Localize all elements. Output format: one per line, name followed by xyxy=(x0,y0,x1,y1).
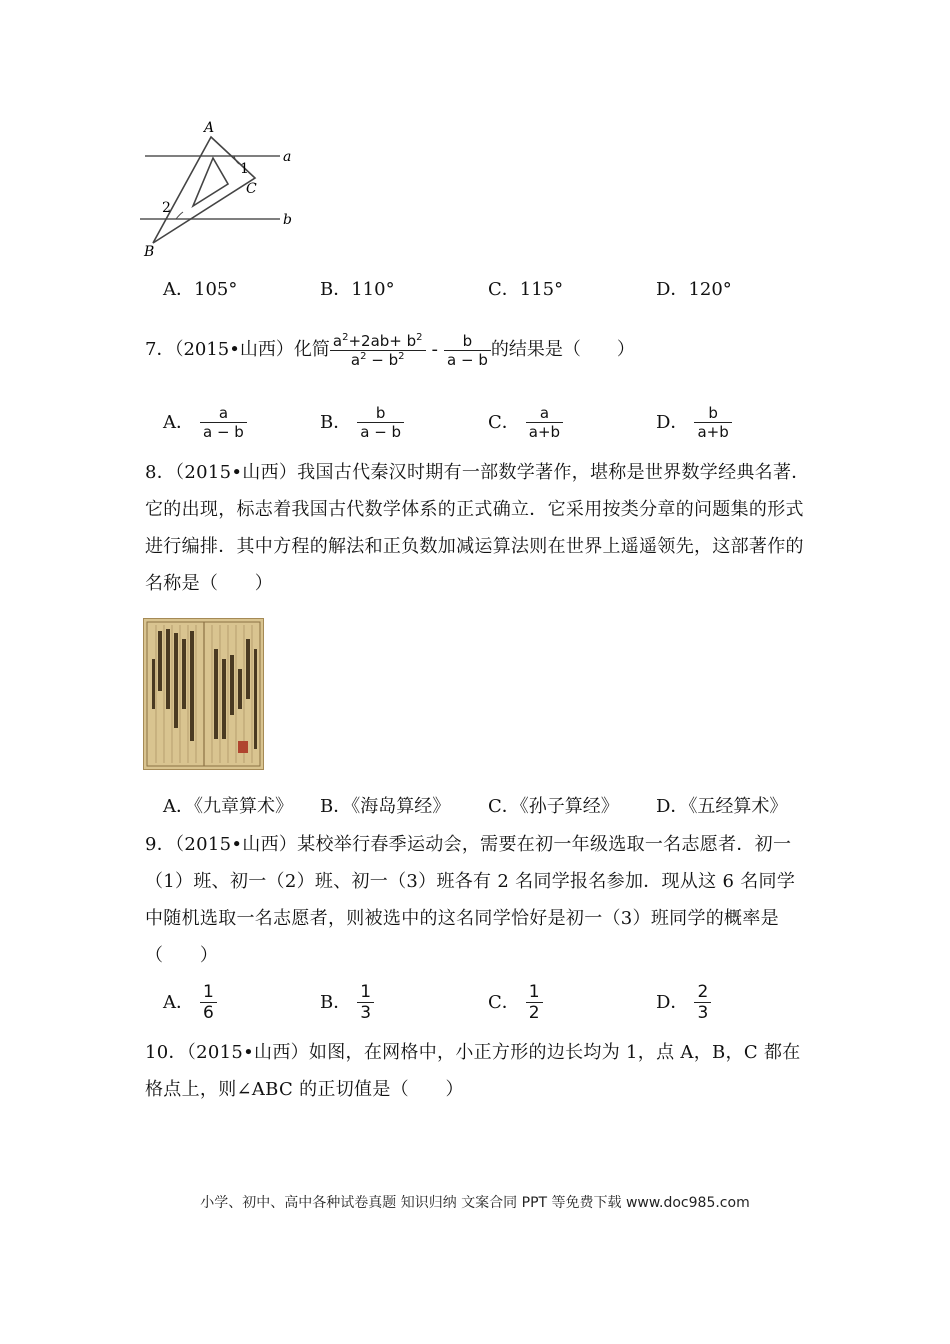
q7-stem xyxy=(145,320,635,380)
q8-option-d: D．《五经算术》 xyxy=(656,796,788,817)
ancient-book-texture xyxy=(144,619,263,769)
q8-option-b: B．《海岛算经》 xyxy=(320,796,451,817)
q10-stem: 10．（2015•山西）如图，在网格中，小正方形的边长均为 1，点 A，B，C 都在格点上，则∠ABC 的正切值是（ ） xyxy=(145,1042,801,1100)
q9-option-b-fraction: $\frac{1}{3}$ xyxy=(357,982,374,1023)
triangle-ruler-figure xyxy=(140,118,300,263)
label-2: 2 xyxy=(162,200,171,216)
label-C: C xyxy=(246,181,257,197)
q7-option-c-fraction: $\frac{a}{a+b}$ xyxy=(526,404,563,441)
q6-option-d: D．120° xyxy=(656,279,732,300)
q7-option-c: C． $\frac{a}{a+b}$ xyxy=(488,404,563,441)
q9-option-b: B． $\frac{1}{3}$ xyxy=(320,982,374,1023)
q9-option-c: C． $\frac{1}{2}$ xyxy=(488,982,543,1023)
q7-option-a-fraction: $\frac{a}{a - b}$ xyxy=(200,404,247,441)
q7-option-a: A． $\frac{a}{a - b}$ xyxy=(163,404,247,441)
q7-option-d: D． $\frac{b}{a+b}$ xyxy=(656,404,732,441)
q7-option-b: B． $\frac{b}{a - b}$ xyxy=(320,404,404,441)
q8-option-c: C．《孙子算经》 xyxy=(488,796,619,817)
q9-option-a-fraction: $\frac{1}{6}$ xyxy=(200,982,217,1023)
q6-option-b: B．110° xyxy=(320,279,395,300)
q7-minus: - xyxy=(431,339,439,360)
label-a: a xyxy=(283,149,292,165)
q9-option-c-fraction: $\frac{1}{2}$ xyxy=(526,982,543,1023)
q9-option-d: D． $\frac{2}{3}$ xyxy=(656,982,711,1023)
q9-stem: 9．（2015•山西）某校举行春季运动会，需要在初一年级选取一名志愿者．初一（1）班、初一（2）班、初一（3）班各有 2 名同学报名参加．现从这 6 名同学中随机选取一名志愿者，则被选中的这名同学恰好是初一（3）班同学的概率是（ ） xyxy=(145,834,796,966)
q9-option-d-fraction: $\frac{2}{3}$ xyxy=(694,982,711,1023)
label-A: A xyxy=(204,120,215,136)
q7-option-b-fraction: $\frac{b}{a - b}$ xyxy=(357,404,404,441)
angle-2-arc xyxy=(176,212,183,219)
q6-option-a: A．105° xyxy=(163,279,238,300)
q7-fraction-2: $\frac{b}{a - b}$ xyxy=(444,332,491,369)
q8-option-a: A．《九章算术》 xyxy=(163,796,293,817)
label-b: b xyxy=(283,212,292,228)
label-1: 1 xyxy=(240,161,249,177)
q8-stem: 8．（2015•山西）我国古代秦汉时期有一部数学著作，堪称是世界数学经典名著．它的出现，标志着我国古代数学体系的正式确立．它采用按类分章的问题集的形式进行编排．其中方程的解法和正负数加减运算法则在世界上遥遥领先，这部著作的名称是（ ） xyxy=(145,462,810,594)
ancient-book-image xyxy=(143,618,264,770)
q6-option-c: C．115° xyxy=(488,279,564,300)
q7-prefix: 7．（2015•山西）化简 xyxy=(145,339,330,360)
q7-fraction-1: $\frac{a^2+2ab+ b^2}{a^2 - b^2}$ xyxy=(330,332,426,369)
q7-option-d-fraction: $\frac{b}{a+b}$ xyxy=(694,404,731,441)
q7-suffix: 的结果是（ ） xyxy=(490,339,635,360)
page-footer: 小学、初中、高中各种试卷真题 知识归纳 文案合同 PPT 等免费下载 www.doc985.com xyxy=(200,1195,750,1211)
q9-option-a: A． $\frac{1}{6}$ xyxy=(163,982,217,1023)
triangle-outer xyxy=(153,137,255,243)
label-B: B xyxy=(144,244,155,260)
